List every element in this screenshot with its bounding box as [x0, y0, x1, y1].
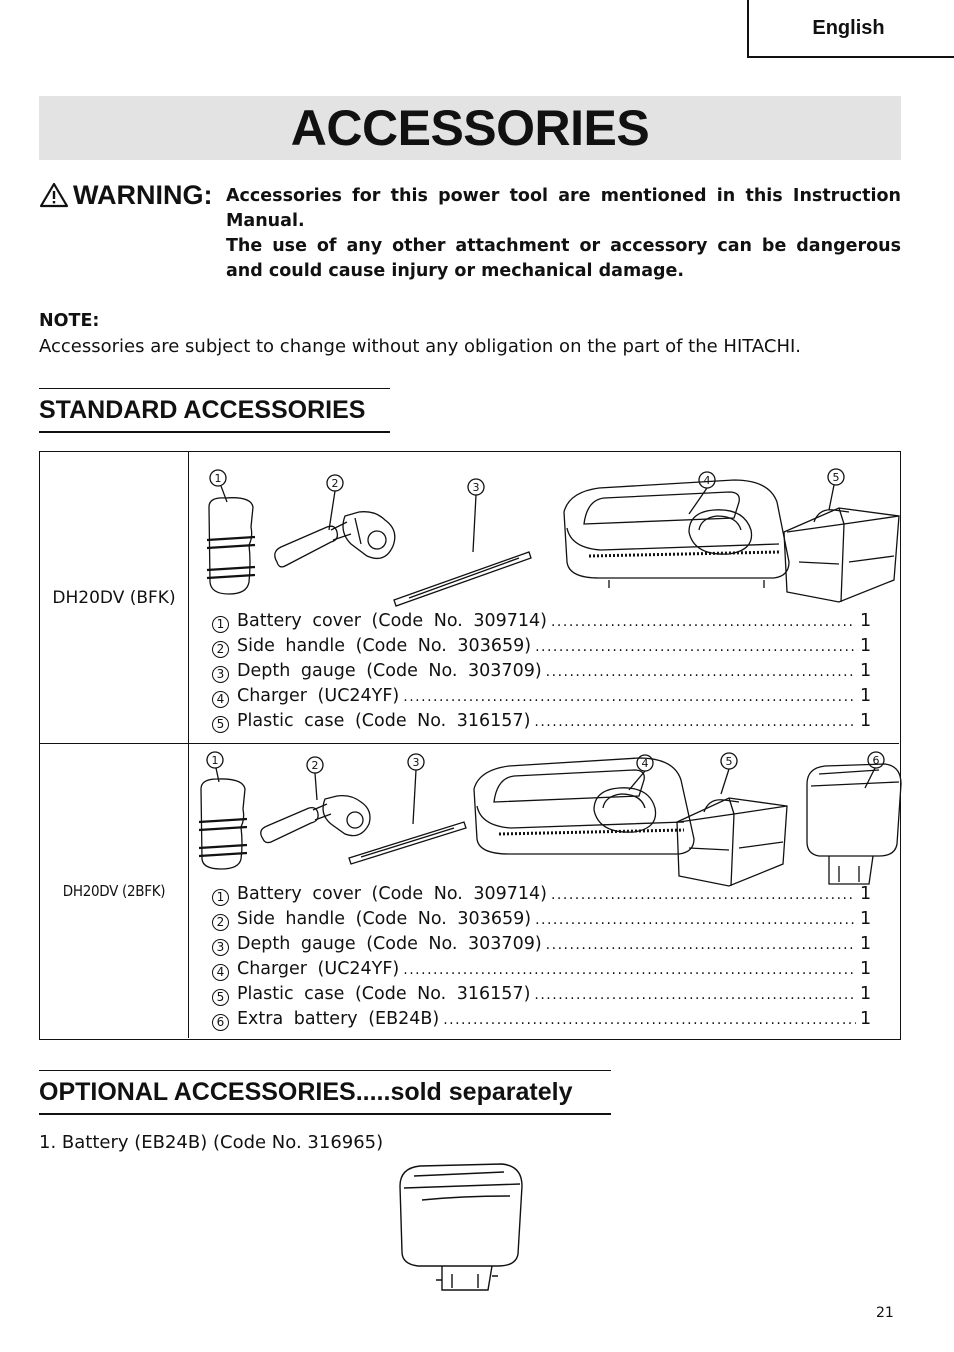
list-item [212, 684, 870, 709]
item-quantity: 1 [860, 711, 872, 731]
item-name: Depth gauge (Code No. 303709) [237, 661, 542, 681]
note-label: NOTE: [39, 311, 100, 331]
item-quantity: 1 [860, 611, 872, 631]
accessories-illustration [189, 744, 899, 904]
item-number: 6 [212, 1014, 229, 1031]
warning-label: WARNING: [73, 179, 213, 210]
warning-paragraph: The use of any other attachment or accessory can be dangerous and could cause injury or mechanical damage. [226, 236, 901, 281]
item-name: Charger (UC24YF) [237, 959, 400, 979]
depth-gauge-drawing [394, 552, 531, 606]
item-name: Extra battery (EB24B) [237, 1009, 440, 1029]
page-number: 21 [876, 1305, 894, 1321]
item-quantity: 1 [860, 661, 872, 681]
callout-number: 3 [472, 481, 480, 494]
list-item [212, 882, 870, 907]
dot-leader [535, 635, 856, 660]
item-quantity: 1 [860, 984, 872, 1004]
item-list [212, 882, 870, 1032]
item-name: Battery cover (Code No. 309714) [237, 611, 547, 631]
dot-leader [534, 710, 856, 735]
charger-drawing [474, 758, 694, 854]
callout-4 [699, 472, 715, 488]
battery-illustration [392, 1162, 532, 1294]
dot-leader [546, 933, 856, 958]
item-quantity: 1 [860, 934, 872, 954]
accessories-illustration [189, 452, 899, 612]
warning-heading [39, 178, 212, 212]
callout-number: 1 [214, 472, 222, 485]
item-quantity: 1 [860, 1009, 872, 1029]
item-quantity: 1 [860, 686, 872, 706]
standard-accessories-table [39, 451, 901, 1040]
callout-number: 3 [412, 756, 420, 769]
item-number: 3 [212, 939, 229, 956]
item-number: 4 [212, 691, 229, 708]
list-item [212, 907, 870, 932]
item-name: Side handle (Code No. 303659) [237, 636, 532, 656]
callout-number: 4 [641, 757, 649, 770]
item-number: 1 [212, 889, 229, 906]
page-title: ACCESSORIES [290, 100, 650, 156]
callout-5 [828, 469, 844, 485]
dot-leader [403, 685, 856, 710]
side-handle-drawing [275, 512, 395, 567]
warning-text [226, 184, 901, 284]
list-item [212, 634, 870, 659]
callout-number: 1 [211, 754, 219, 767]
item-name: Plastic case (Code No. 316157) [237, 711, 531, 731]
item-number: 5 [212, 716, 229, 733]
item-quantity: 1 [860, 636, 872, 656]
callout-6 [868, 752, 884, 768]
battery-cover-drawing [207, 498, 255, 594]
item-name: Plastic case (Code No. 316157) [237, 984, 531, 1004]
item-number: 2 [212, 641, 229, 658]
item-quantity: 1 [860, 959, 872, 979]
list-item [212, 1007, 870, 1032]
charger-drawing [564, 480, 789, 588]
item-name: Depth gauge (Code No. 303709) [237, 934, 542, 954]
item-list [212, 609, 870, 734]
item-name: Battery cover (Code No. 309714) [237, 884, 547, 904]
callout-number: 6 [872, 754, 880, 767]
extra-battery-drawing [807, 764, 901, 884]
callout-3 [408, 754, 424, 770]
note-text: Accessories are subject to change without any obligation on the part of the HITACHI. [39, 336, 802, 357]
dot-leader [546, 660, 856, 685]
callout-number: 2 [311, 759, 319, 772]
item-number: 5 [212, 989, 229, 1006]
list-item [212, 709, 870, 734]
dot-leader [403, 958, 856, 983]
standard-accessories-heading: STANDARD ACCESSORIES [39, 388, 390, 433]
item-number: 2 [212, 914, 229, 931]
item-quantity: 1 [860, 884, 872, 904]
list-item [212, 932, 870, 957]
side-handle-drawing [261, 796, 370, 843]
item-name: Side handle (Code No. 303659) [237, 909, 532, 929]
dot-leader [551, 610, 856, 635]
item-number: 3 [212, 666, 229, 683]
callout-1 [210, 470, 226, 486]
warning-triangle-icon [39, 182, 69, 208]
model-cell: DH20DV (BFK) [40, 452, 189, 743]
callout-2 [307, 757, 323, 773]
item-quantity: 1 [860, 909, 872, 929]
callout-number: 5 [725, 755, 733, 768]
table-row [40, 452, 899, 744]
callout-number: 5 [832, 471, 840, 484]
dot-leader [535, 908, 856, 933]
plastic-case-drawing [784, 508, 899, 602]
page-title-bar [39, 96, 901, 160]
callout-5 [721, 753, 737, 769]
model-cell: DH20DV (2BFK) [40, 744, 189, 1038]
item-number: 1 [212, 616, 229, 633]
list-item [212, 982, 870, 1007]
battery-cover-drawing [199, 779, 247, 869]
list-item [212, 957, 870, 982]
warning-paragraph: Accessories for this power tool are mentioned in this Instruction Manual. [226, 186, 901, 231]
callout-3 [468, 479, 484, 495]
item-name: Charger (UC24YF) [237, 686, 400, 706]
dot-leader [534, 983, 856, 1008]
list-item [212, 659, 870, 684]
callout-number: 2 [331, 477, 339, 490]
callout-1 [207, 752, 223, 768]
list-item [212, 609, 870, 634]
dot-leader [551, 883, 856, 908]
table-row [40, 744, 899, 1038]
callout-2 [327, 475, 343, 491]
dot-leader [443, 1008, 856, 1033]
item-number: 4 [212, 964, 229, 981]
optional-item: 1. Battery (EB24B) (Code No. 316965) [39, 1132, 384, 1153]
language-tab: English [747, 0, 954, 58]
callout-number: 4 [703, 474, 711, 487]
optional-accessories-heading: OPTIONAL ACCESSORIES.....sold separately [39, 1070, 611, 1115]
